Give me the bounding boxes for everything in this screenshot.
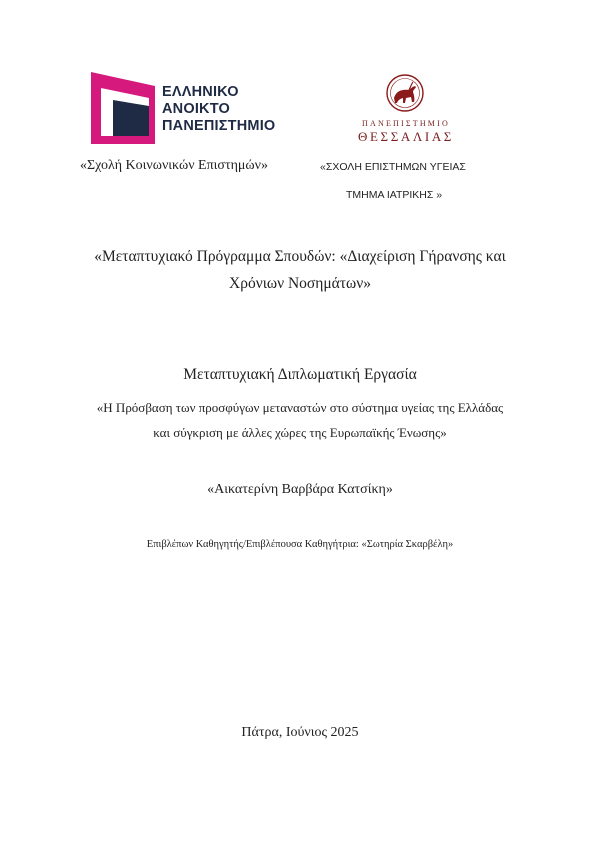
left-school-label: «Σχολή Κοινωνικών Επιστημών»: [80, 158, 268, 173]
right-school-line2: ΤΜΗΜΑ ΙΑΤΡΙΚΗΣ »: [346, 189, 443, 201]
program-line2: Χρόνιων Νοσημάτων»: [229, 275, 371, 292]
eap-logo-line3: ΠΑΝΕΠΙΣΤΗΜΙΟ: [162, 118, 276, 134]
author-name: «Αικατερίνη Βαρβάρα Κατσίκη»: [207, 482, 393, 497]
uth-logo: [346, 72, 466, 147]
eap-logo: [91, 72, 281, 144]
eap-logo-line2: ΑΝΟΙΚΤΟ: [162, 101, 230, 117]
thesis-title-line2: και σύγκριση με άλλες χώρες της Ευρωπαϊκής Ένωσης»: [153, 425, 447, 440]
bull-emblem-icon: [385, 72, 425, 116]
right-school-line1: «ΣΧΟΛΗ ΕΠΙΣΤΗΜΩΝ ΥΓΕΙΑΣ: [320, 161, 466, 173]
thesis-type: Μεταπτυχιακή Διπλωματική Εργασία: [183, 366, 417, 383]
place-date: Πάτρα, Ιούνιος 2025: [241, 725, 359, 740]
uth-logo-small-text: ΠΑΝΕΠΙΣΤΗΜΙΟ: [362, 119, 450, 128]
thesis-title-line1: «Η Πρόσβαση των προσφύγων μεταναστών στο σύστημα υγείας της Ελλάδας: [96, 400, 504, 415]
supervisor-line: Επιβλέπων Καθηγητής/Επιβλέπουσα Καθηγήτρια: «Σωτηρία Σκαρβέλη»: [146, 539, 454, 550]
eap-logo-mark-icon: [91, 72, 155, 144]
uth-logo-big-text: ΘΕΣΣΑΛΙΑΣ: [358, 129, 454, 144]
eap-logo-line1: ΕΛΛΗΝΙΚΟ: [162, 84, 239, 100]
program-line1: «Μεταπτυχιακό Πρόγραμμα Σπουδών: «Διαχείριση Γήρανσης και: [94, 248, 506, 265]
